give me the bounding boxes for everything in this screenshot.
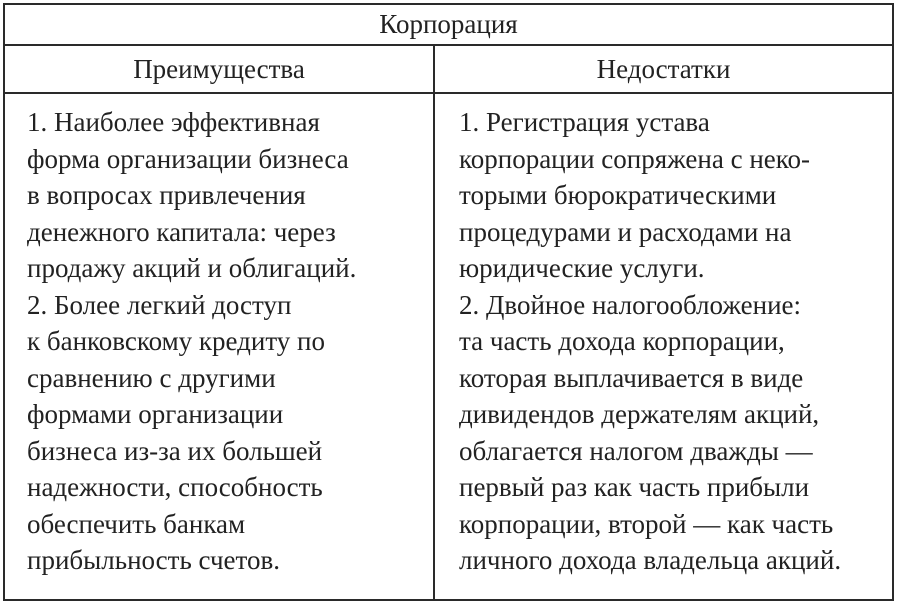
disadvantages-line: личного дохода владельца акций.: [459, 545, 842, 575]
advantages-line: прибыльность счетов.: [27, 545, 280, 575]
advantages-line: денежного капитала: через: [27, 216, 336, 247]
advantages-line: к банковскому кредиту по: [27, 326, 326, 356]
advantages-header: Преимущества: [5, 46, 435, 92]
disadvantages-line: юридические услуги.: [459, 253, 705, 283]
disadvantages-line: процедурами и расходами на: [459, 216, 792, 247]
disadvantages-line: облагается налогом дважды —: [459, 435, 813, 466]
table-title: Корпорация: [5, 5, 892, 46]
advantages-line: сравнению с другими: [27, 362, 276, 393]
advantages-line: формами организации: [27, 399, 284, 429]
disadvantages-line: первый раз как часть прибыли: [459, 472, 810, 502]
advantages-line: надежности, способность: [27, 472, 323, 502]
disadvantages-line: 2. Двойное налогообложение:: [459, 289, 802, 320]
advantages-cell: [5, 94, 435, 599]
advantages-line: обеспечить банкам: [27, 508, 246, 539]
advantages-line: 1. Наиболее эффективная: [27, 107, 320, 137]
disadvantages-line: корпорации, второй — как часть: [459, 508, 834, 539]
advantages-line: в вопросах привлечения: [27, 180, 306, 210]
content-row: [5, 94, 892, 599]
advantages-line: 2. Более легкий доступ: [27, 289, 292, 320]
disadvantages-line: корпорации сопряжена с неко-: [459, 143, 810, 174]
disadvantages-line: 1. Регистрация устава: [459, 107, 710, 137]
advantages-line: форма организации бизнеса: [27, 143, 349, 174]
advantages-line: бизнеса из-за их большей: [27, 435, 323, 466]
disadvantages-line: дивидендов держателям акций,: [459, 399, 820, 429]
advantages-line: продажу акций и облигаций.: [27, 253, 357, 283]
disadvantages-header: Недостатки: [596, 53, 731, 84]
corporation-table: [3, 3, 894, 601]
disadvantages-line: которая выплачивается в виде: [459, 362, 804, 393]
disadvantages-line: торыми бюрократическими: [459, 180, 777, 210]
disadvantages-cell: [435, 94, 892, 599]
header-row: [5, 46, 892, 94]
disadvantages-line: та часть дохода корпорации,: [459, 326, 785, 356]
